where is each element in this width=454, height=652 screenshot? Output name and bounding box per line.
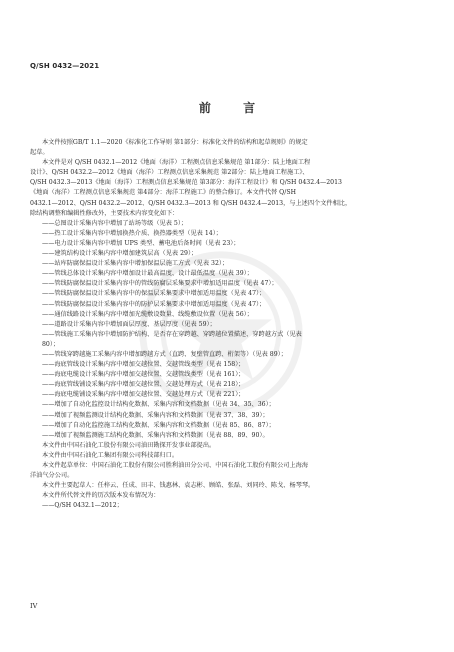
page-title: 前 言 (198, 101, 270, 115)
list-item: ——海底管线铺设采集内容中增加交越位置、交越处理方式（见表 218）； (42, 381, 245, 389)
list-item: ——管线总体设计采集内容中增加设计最高温度、设计最低温度（见表 39）； (42, 270, 253, 278)
list-item: ——增加了视频监测施工结构化数据、采集内容和文档数据（见表 88、89、90）。 (42, 431, 269, 439)
list-item: ——管线防腐保温设计采集内容中的管线防腐层采集要求中增加适用温度（见表 47）； (42, 280, 278, 288)
technical-changes-list (30, 219, 430, 441)
history-item: ——Q/SH 0432.1—2012； (42, 502, 123, 510)
list-item: ——海底电缆设计采集内容中增加交越位置、交越管线类型（见表 161）； (42, 371, 245, 379)
list-item: ——增加了自动化监控设计结构化数据、采集内容和文档数据（见表 34、35、36）； (42, 401, 275, 409)
list-item: ——海底电缆铺设采集内容中增加交越位置、交越处理方式（见表 221）； (42, 391, 245, 399)
standard-number: Q/SH 0432—2021 (30, 62, 100, 70)
list-item: ——总图设计采集内容中增加了站场等级（见表 5）； (42, 219, 188, 227)
list-item: ——海底管线设计采集内容中增加交越位置、交越管线类型（见表 158）； (42, 361, 245, 369)
list-item: ——建筑结构设计采集内容中增加建筑层高（见表 29）； (42, 250, 198, 258)
list-item: ——增加了视频监测设计结构化数据、采集内容和文档数据（见表 37、38、39）； (42, 411, 269, 419)
list-item: ——热工设计采集内容中增加换热介质、换热器类型（见表 14）； (42, 229, 222, 237)
paragraph-revision-scope: 本文件是对 Q/SH 0432.1—2012《地面（海洋）工程测点信息采集规范 第1部分：陆上地面工程 设计》、Q/SH 0432.2—2012《地面（海洋）工程测点信息采集规范 第2部分：陆上地面工程施工》、 Q/SH 0432.3—2013《地面（海洋）工程测点信息采集规范 第3部分：海洋工程设计》和 Q/SH 0432.4—2013 《地面（海洋）工程测点信息采集规范 第4部分：海洋工程施工》的整合修订。本文件代替 Q/SH 0432.1—2012、Q/SH 0432.2—2012、Q/SH 0432.3—2013 和 Q/SH 0432.4—2013，与上述四个文件相比， 除结构调整和编辑性修改外，主要技术内容变化如下： (30, 159, 352, 217)
paragraph-drafters: 本文件主要起草人：任梓云、任成、田丰、钱惠林、袁志彬、顾皓、张磊、刘同玲、陈戈、杨琴琴。 (42, 482, 315, 490)
page-number: IV (30, 602, 38, 610)
list-item: ——管线施工采集内容中增加防护结构、是否存在穿跨越、穿跨越位置描述、穿跨越方式（见表 80）； (42, 330, 302, 348)
paragraph-drafting-units: 本文件起草单位：中国石油化工股份有限公司胜利油田分公司、中国石油化工股份有限公司上海海 洋油气分公司。 (30, 462, 309, 480)
paragraph-history-intro: 本文件所代替文件的历次版本发布情况为： (42, 492, 160, 500)
paragraph-centralized-by: 本文件由中国石油化工集团有限公司科技部归口。 (42, 451, 179, 459)
list-item: ——电力设计采集内容中增加 UPS 类型、蓄电池后备时间（见表 23）； (42, 239, 240, 247)
list-item: ——通信线路设计采集内容中增加光缆敷设数量、线缆敷设位置（见表 56）； (42, 310, 253, 318)
list-item: ——管线穿跨越施工采集内容中增加跨越方式（直跨、复壁管直跨、桁架等）（见表 89）； (42, 350, 287, 358)
list-item: ——道路设计采集内容中增加面层厚度、基层厚度（见表 59）； (42, 320, 216, 328)
foreword-body (30, 138, 430, 511)
list-item: ——站库防腐保温设计采集内容中增加保温层施工方式（见表 32）； (42, 260, 229, 268)
list-item: ——增加了自动化监控施工结构化数据、采集内容和文档数据（见表 85、86、87）； (42, 421, 275, 429)
list-item: ——管线防腐保温设计采集内容中的保温层采集要求中增加适用温度（见表 47）； (42, 290, 266, 298)
paragraph-drafting-rules: 本文件按照GB/T 1.1—2020《标准化工作导则 第1部分：标准化文件的结构和起草规则》的规定 起草。 (30, 139, 308, 157)
list-item: ——管线防腐保温设计采集内容中的防护层采集要求中增加适用温度（见表 47）； (42, 300, 266, 308)
paragraph-proposer: 本文件由中国石油化工股份有限公司油田勘探开发事业部提出。 (42, 441, 216, 449)
